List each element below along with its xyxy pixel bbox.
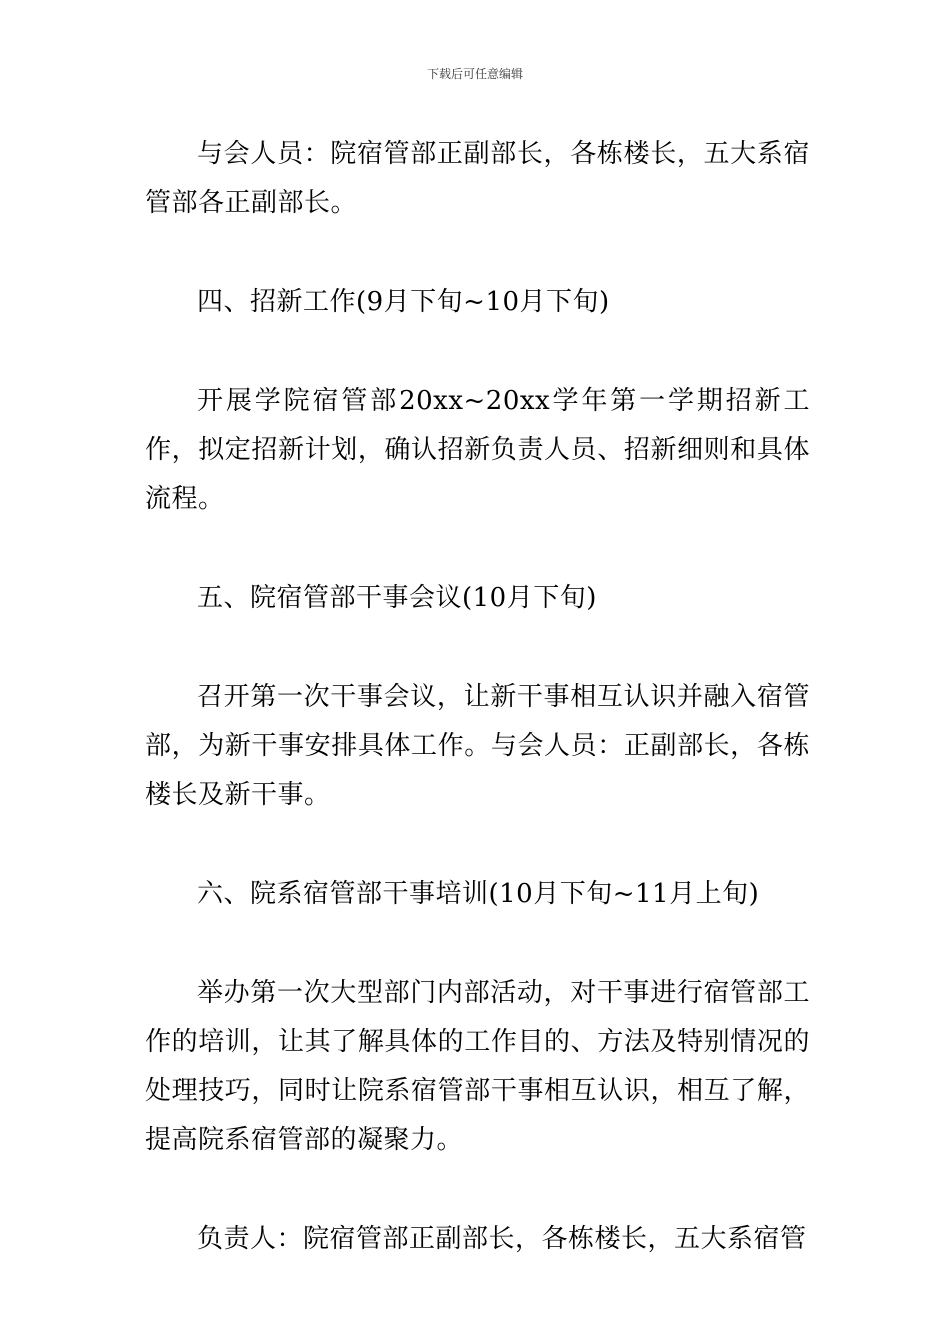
heading-section-6: 六、院系宿管部干事培训(10月下旬~11月上旬) — [197, 879, 760, 909]
paragraph-attendees: 与会人员：院宿管部正副部长，各栋楼长，五大系宿管部各正副部长。 — [145, 139, 810, 218]
paragraph-responsible: 负责人：院宿管部正副部长，各栋楼长，五大系宿管 — [197, 1224, 807, 1254]
heading-section-5: 五、院宿管部干事会议(10月下旬) — [197, 583, 597, 613]
document-body — [145, 130, 810, 1314]
heading-section-4: 四、招新工作(9月下旬~10月下旬) — [197, 287, 610, 317]
paragraph-staff-meeting: 召开第一次干事会议，让新干事相互认识并融入宿管部，为新干事安排具体工作。与会人员：正副部长，各栋楼长及新干事。 — [145, 682, 810, 810]
paragraph-recruitment: 开展学院宿管部20xx~20xx学年第一学期招新工作，拟定招新计划，确认招新负责人员、招新细则和具体流程。 — [145, 386, 810, 514]
page-header: 下载后可任意编辑 — [426, 67, 523, 81]
paragraph-training: 举办第一次大型部门内部活动，对干事进行宿管部工作的培训，让其了解具体的工作目的、方法及特别情况的处理技巧，同时让院系宿管部干事相互认识，相互了解，提高院系宿管部的凝聚力。 — [145, 978, 810, 1155]
